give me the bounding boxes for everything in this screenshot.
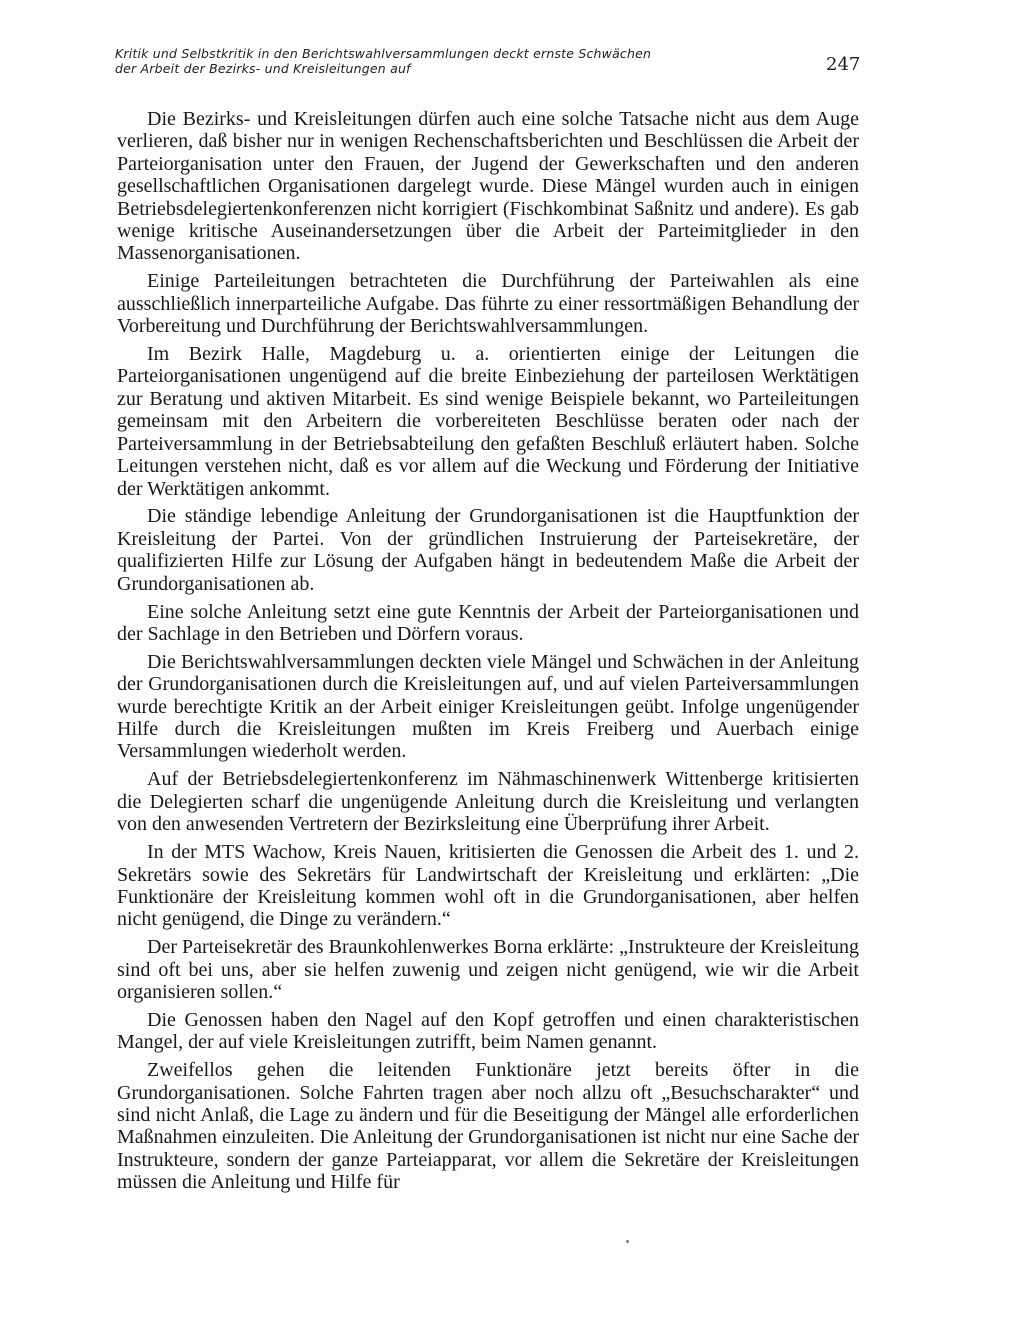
paragraph: Die Genossen haben den Nagel auf den Kopf getroffen und einen charakteristischen Mangel, der auf viele Kreisleitungen zutrifft, beim Namen genannt. xyxy=(117,1008,859,1054)
paragraph: Zweifellos gehen die leitenden Funktionäre jetzt bereits öfter in die Grundorganisationen. Solche Fahrten tragen aber noch allzu oft „Besuchscharakter“ und sind nicht Anlaß, die Lage zu ändern und für die Beseitigung der Mängel alle erforderlichen Maßnahmen einzuleiten. Die Anleitung der Grundorganisationen ist nicht nur eine Sache der Instrukteure, sondern der ganze Parteiapparat, vor allem die Sekretäre der Kreisleitungen müssen die Anleitung und Hilfe für xyxy=(117,1059,859,1194)
paragraph: Einige Parteileitungen betrachteten die Durchführung der Parteiwahlen als eine ausschließlich innerparteiliche Aufgabe. Das führte zu einer ressortmäßigen Behandlung der Vorbereitung und Durchführung der Berichtswahlversammlungen. xyxy=(117,270,859,338)
page-number: 247 xyxy=(826,54,861,75)
paragraph: In der MTS Wachow, Kreis Nauen, kritisierten die Genossen die Arbeit des 1. und 2. Sekretärs sowie des Sekretärs für Landwirtschaft der Kreisleitung und erklärten: „Die Funktionäre der Kreisleitung kommen wohl oft in die Grundorganisationen, aber helfen nicht genügend, die Dinge zu verändern.“ xyxy=(117,841,859,931)
running-head-line-2: der Arbeit der Bezirks- und Kreisleitungen auf xyxy=(115,61,411,76)
paragraph: Die Bezirks- und Kreisleitungen dürfen auch eine solche Tatsache nicht aus dem Auge verlieren, daß bisher nur in wenigen Rechenschaftsberichten und Beschlüssen die Arbeit der Parteiorganisation unter den Frauen, der Jugend der Gewerkschaften und den anderen gesellschaftlichen Organisationen dargelegt wurde. Diese Mängel wurden auch in einigen Betriebsdelegiertenkonferenzen nicht korrigiert (Fischkombinat Saßnitz und andere). Es gab wenige kritische Auseinandersetzungen über die Arbeit der Parteimitglieder in den Massenorganisationen. xyxy=(117,108,859,265)
paragraph: Auf der Betriebsdelegiertenkonferenz im Nähmaschinenwerk Wittenberge kritisierten die Delegierten scharf die ungenügende Anleitung durch die Kreisleitung und verlangten von den anwesenden Vertretern der Bezirksleitung eine Überprüfung ihrer Arbeit. xyxy=(117,768,859,836)
paragraph: Die ständige lebendige Anleitung der Grundorganisationen ist die Hauptfunktion der Kreisleitung der Partei. Von der gründlichen Instruierung der Parteisekretäre, der qualifizierten Hilfe zur Lösung der Aufgaben hängt in bedeutendem Maße die Arbeit der Grundorganisationen ab. xyxy=(117,505,859,595)
paragraph: Der Parteisekretär des Braunkohlenwerkes Borna erklärte: „Instrukteure der Kreisleitung sind oft bei uns, aber sie helfen zuwenig und zeigen nicht genügend, wie wir die Arbeit organisieren sollen.“ xyxy=(117,936,859,1004)
paragraph: Im Bezirk Halle, Magdeburg u. a. orientierten einige der Leitungen die Parteiorganisationen ungenügend auf die breite Einbeziehung der parteilosen Werktätigen zur Beratung und aktiven Mitarbeit. Es sind wenige Beispiele bekannt, wo Parteileitungen gemeinsam mit den Arbeitern die vorbereiteten Beschlüsse beraten oder nach der Parteiversammlung in der Betriebsabteilung den gefaßten Beschluß erläutert haben. Solche Leitungen verstehen nicht, daß es vor allem auf die Weckung und Förderung der Initiative der Werktätigen ankommt. xyxy=(117,343,859,500)
print-speck xyxy=(626,1240,629,1243)
paragraph: Eine solche Anleitung setzt eine gute Kenntnis der Arbeit der Parteiorganisationen und der Sachlage in den Betrieben und Dörfern voraus. xyxy=(117,600,859,645)
body-text xyxy=(117,108,859,1199)
paragraph: Die Berichtswahlversammlungen deckten viele Mängel und Schwächen in der Anleitung der Grundorganisationen durch die Kreisleitungen auf, und auf vielen Parteiversammlungen wurde berechtigte Kritik an der Arbeit einiger Kreisleitungen geübt. Infolge ungenügender Hilfe durch die Kreisleitungen mußten im Kreis Freiberg und Auerbach einige Versammlungen wiederholt werden. xyxy=(117,650,859,763)
running-head-line-1: Kritik und Selbstkritik in den Berichtswahlversammlungen deckt ernste Schwächen xyxy=(115,46,652,61)
running-head xyxy=(115,46,715,76)
